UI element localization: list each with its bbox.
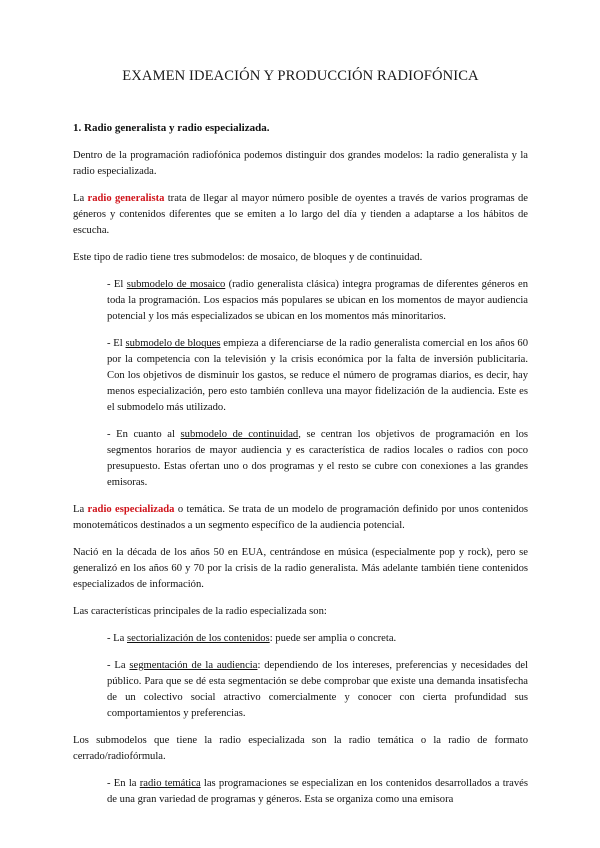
text-segment: trata de llegar al mayor número posible de oyentes a través de varios programas de géneros y contenidos diferentes que se emiten a lo largo del día y tienden a adaptarse a los hábitos de escucha. (73, 193, 528, 236)
underlined-term: radio temática (139, 778, 201, 789)
text-segment: , se centran los objetivos de programación en los segmentos horarios de mayor audiencia y es característica de radios locales o radios con poco presupuesto. Estas ofertan uno o dos programas y el resto se cubre con conexiones a las grandes emisoras. (107, 429, 528, 488)
text-segment: - El (107, 338, 126, 349)
underlined-term: submodelo de mosaico (126, 279, 226, 290)
text-segment: La (73, 504, 88, 515)
underlined-term: segmentación de la audiencia (129, 660, 258, 671)
bullet-continuidad (107, 427, 528, 491)
text-segment: - El (107, 279, 127, 290)
underlined-term: submodelo de continuidad (180, 429, 299, 440)
bullet-bloques (107, 336, 528, 416)
especializada-submodels-paragraph: Los submodelos que tiene la radio especializada son la radio temática o la radio de formato cerrado/radiofórmula. (73, 735, 528, 762)
underlined-term: sectorialización de los contenidos (127, 633, 270, 644)
bullet-sectorializacion (107, 631, 528, 647)
text-segment: las programaciones se especializan en los contenidos desarrollados a través de una gran variedad de programas y géneros. Esta se organiza como una emisora (107, 778, 528, 805)
highlight-term: radio especializada (87, 504, 175, 515)
bullet-tematica (107, 776, 528, 808)
bullet-mosaico (107, 277, 528, 325)
text-segment: - La (107, 633, 127, 644)
text-segment: - En cuanto al (107, 429, 181, 440)
text-segment: - En la (107, 778, 140, 789)
section-heading: 1. Radio generalista y radio especializada. (73, 122, 270, 134)
text-segment: La (73, 193, 88, 204)
underlined-term: submodelo de bloques (125, 338, 221, 349)
text-segment: : puede ser amplia o concreta. (269, 633, 397, 644)
text-segment: o temática. Se trata de un modelo de programación definido por unos contenidos monotemáticos destinados a un segmento específico de la audiencia potencial. (73, 504, 528, 531)
especializada-paragraph (73, 502, 528, 534)
generalista-paragraph (73, 191, 528, 239)
text-segment: (radio generalista clásica) integra programas de diferentes géneros en toda la programación. Los espacios más populares se ubican en los momentos de mayor audiencia potencial y los más especializados se ubican en los momentos más minoritarios. (107, 279, 528, 322)
text-segment: : dependiendo de los intereses, preferencias y necesidades del público. Para que se dé esta segmentación se debe comprobar que existe una demanda insatisfecha de un colectivo social atractivo comercialmente y conocer con cierta profundidad sus comportamientos y preferencias. (107, 660, 529, 719)
bullet-segmentacion (107, 658, 528, 722)
submodels-paragraph: Este tipo de radio tiene tres submodelos: de mosaico, de bloques y de continuidad. (73, 252, 423, 263)
text-segment: - La (107, 660, 130, 671)
intro-paragraph: Dentro de la programación radiofónica podemos distinguir dos grandes modelos: la radio generalista y la radio especializada. (73, 150, 528, 177)
history-paragraph: Nació en la década de los años 50 en EUA, centrándose en música (especialmente pop y rock), pero se generalizó en los años 60 y 70 por la crisis de la radio generalista. Más adelante también tiene contenidos especializados de información. (73, 547, 528, 590)
characteristics-paragraph: Las características principales de la radio especializada son: (73, 606, 327, 617)
document-title: EXAMEN IDEACIÓN Y PRODUCCIÓN RADIOFÓNICA (122, 68, 479, 84)
text-segment: empieza a diferenciarse de la radio generalista comercial en los años 60 por la competencia con la televisión y la crisis económica por la falta de inversión publicitaria. Con los objetivos de disminuir los gastos, se reduce el número de programas diarios, es decir, hay menos especialización, pero esto también conlleva una mayor fidelización de la audiencia. Este es el submodelo más utilizado. (107, 338, 528, 413)
highlight-term: radio generalista (87, 193, 165, 204)
